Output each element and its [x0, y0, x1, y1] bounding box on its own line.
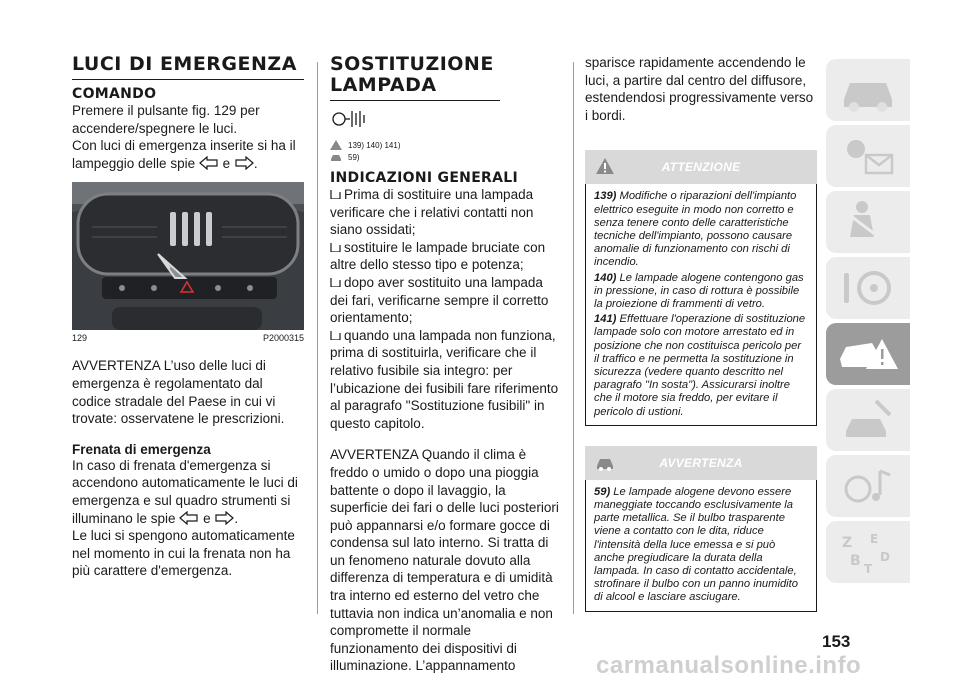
paragraph-warning-code: AVVERTENZA L’uso delle luci di emergenza è regolamentato dal codice stradale del Paese in cui vi trovate: osservatene le prescrizioni. — [72, 358, 285, 427]
tab-lights-mail[interactable] — [826, 125, 910, 187]
column-1 — [72, 54, 304, 580]
page-number: 153 — [822, 632, 851, 651]
heading-emergency-braking: Frenata di emergenza — [72, 441, 211, 457]
bullet-icon — [330, 190, 341, 199]
bullet-icon — [330, 243, 341, 252]
turn-right-indicator-icon — [214, 511, 234, 525]
caution-box-header — [585, 446, 817, 480]
turn-left-indicator-icon — [179, 511, 199, 525]
paragraph-emergency-braking: In caso di frenata d'emergenza si accendono automaticamente le luci di emergenza e sul quadro strumenti si illuminano le spie e . — [72, 457, 298, 526]
figure-caption — [72, 333, 304, 343]
caution-box-body — [585, 480, 817, 612]
tab-car-hazard[interactable] — [826, 323, 910, 385]
bulb-replacement-icon — [330, 107, 374, 129]
list-item: sostituire le lampade bruciate con altre dello stesso tipo e potenza; — [330, 239, 546, 273]
attention-box-header — [585, 150, 817, 184]
bullet-icon — [330, 331, 341, 340]
turn-left-indicator-icon — [199, 156, 219, 170]
caution-title: AVVERTENZA — [659, 455, 743, 470]
watermark: carmanualsonline.info — [596, 652, 862, 679]
svg-text:E: E — [870, 532, 879, 546]
car-hazard-icon — [836, 329, 900, 379]
paragraph-lights-off: Le luci si spengono automaticamente nel momento in cui la frenata non ha più carattere d'emergenza. — [72, 528, 295, 579]
tab-seatbelt-airbag[interactable] — [826, 191, 910, 253]
chapter-tabs — [826, 59, 910, 587]
paragraph-condensation-continued: sparisce rapidamente accendendo le luci, a partire dal centro del diffusore, estendendosi progressivamente verso i bordi. — [585, 55, 814, 123]
caution-item: 59) Le lampade alogene devono essere maneggiate toccando esclusivamente la parte metallica. Se il bulbo trasparente viene a contatto con le dita, riduce l'intensità della luce emessa e si può anche pregiudicare la durata della lampada. In caso di contatto accidentale, strofinare il bulbo con un panno inumidito di alcool e lasciare asciugare. — [594, 485, 798, 604]
attention-item: 140) Le lampade alogene contengono gas in pressione, in caso di rottura è possibile la proiezione di frammenti di vetro. — [594, 271, 804, 310]
attention-title: ATTENZIONE — [661, 160, 741, 175]
subheading-general-info: INDICAZIONI GENERALI — [330, 170, 519, 186]
figure-number: 129 — [72, 333, 88, 344]
warning-triangle-icon — [330, 140, 342, 150]
attention-item: 139) Modifiche o riparazioni dell'impianto elettrico eseguite in modo non corretto e senza tenere conto delle caratteristiche tecniche dell'impianto, possono causare anomalie di funzionamento con rischi di incendio. — [594, 190, 797, 269]
steering-key-icon — [836, 263, 900, 313]
svg-text:Z: Z — [842, 535, 853, 551]
figure-code: P2000315 — [262, 333, 304, 344]
svg-text:B: B — [850, 553, 861, 569]
warning-triangle-icon — [595, 156, 615, 176]
seatbelt-airbag-icon — [836, 197, 900, 247]
column-3 — [585, 54, 817, 612]
caution-references: 59) — [330, 152, 562, 162]
tab-steering-key[interactable] — [826, 257, 910, 319]
bullet-list — [330, 186, 562, 432]
lights-mail-icon — [836, 131, 900, 181]
car-caution-icon — [595, 452, 615, 472]
column-2 — [330, 54, 562, 675]
car-caution-icon — [330, 152, 342, 162]
tab-media[interactable] — [826, 455, 910, 517]
paragraph-condensation-warning: AVVERTENZA Quando il clima è freddo o umido o dopo una pioggia battente o dopo il lavaggio, la superficie dei fari o delle luci posteriori può appannarsi e/o formare gocce di condensa sul lato interno. Si tratta di un fenomeno naturale dovuto alla differenza di temperatura e di umidità tra interno ed esterno del vetro che tuttavia non indica un’anomalia e non compromette il normale funzionamento dei dispositivi di illuminazione. L’appannamento — [330, 447, 559, 674]
paragraph-indicators: Con luci di emergenza inserite si ha il lampeggio delle spie e . — [72, 138, 296, 171]
tab-alphabet-index[interactable] — [826, 521, 910, 583]
section-title-lamp-replacement: SOSTITUZIONE LAMPADA — [330, 54, 500, 101]
paragraph-press-button: Premere il pulsante fig. 129 per accendere/spegnere le luci. — [72, 103, 260, 136]
svg-text:D: D — [880, 550, 890, 564]
warning-references: 139) 140) 141) — [330, 140, 562, 150]
tab-car-dashboard[interactable] — [826, 59, 910, 121]
svg-text:T: T — [864, 562, 873, 576]
attention-box — [585, 150, 817, 425]
attention-item: 141) Effettuare l'operazione di sostituzione lampade solo con motore arrestato ed in posizione che non costituisca pericolo per il traffico e ne permetta la sostituzione in sicurezza (vedere quanto descritto nel paragrafo "In sosta"). Assicurarsi inoltre che il motore sia freddo, per evitare il pericolo di ustioni. — [594, 313, 806, 418]
subheading-command: COMANDO — [72, 86, 157, 102]
figure-129-hazard-button-photo — [72, 182, 304, 330]
caution-box — [585, 446, 817, 612]
list-item: dopo aver sostituito una lampada dei fari, verificarne sempre il corretto orientamento; — [330, 274, 549, 326]
media-icon — [836, 461, 900, 511]
car-dashboard-icon — [836, 65, 900, 115]
wrench-car-icon — [836, 395, 900, 445]
bullet-icon — [330, 278, 341, 287]
tab-wrench-car[interactable] — [826, 389, 910, 451]
attention-box-body — [585, 184, 817, 425]
alphabet-index-icon — [836, 527, 900, 577]
list-item: quando una lampada non funziona, prima di sostituirla, verificare che il relativo fusibile sia integro: per l’ubicazione dei fusibili fare riferimento al paragrafo "Sostituzione fusibili" in questo capitolo. — [330, 327, 559, 431]
list-item: Prima di sostituire una lampada verificare che i relativi contatti non siano ossidati; — [330, 187, 534, 238]
section-title-emergency-lights: LUCI DI EMERGENZA — [72, 54, 304, 80]
turn-right-indicator-icon — [234, 156, 254, 170]
